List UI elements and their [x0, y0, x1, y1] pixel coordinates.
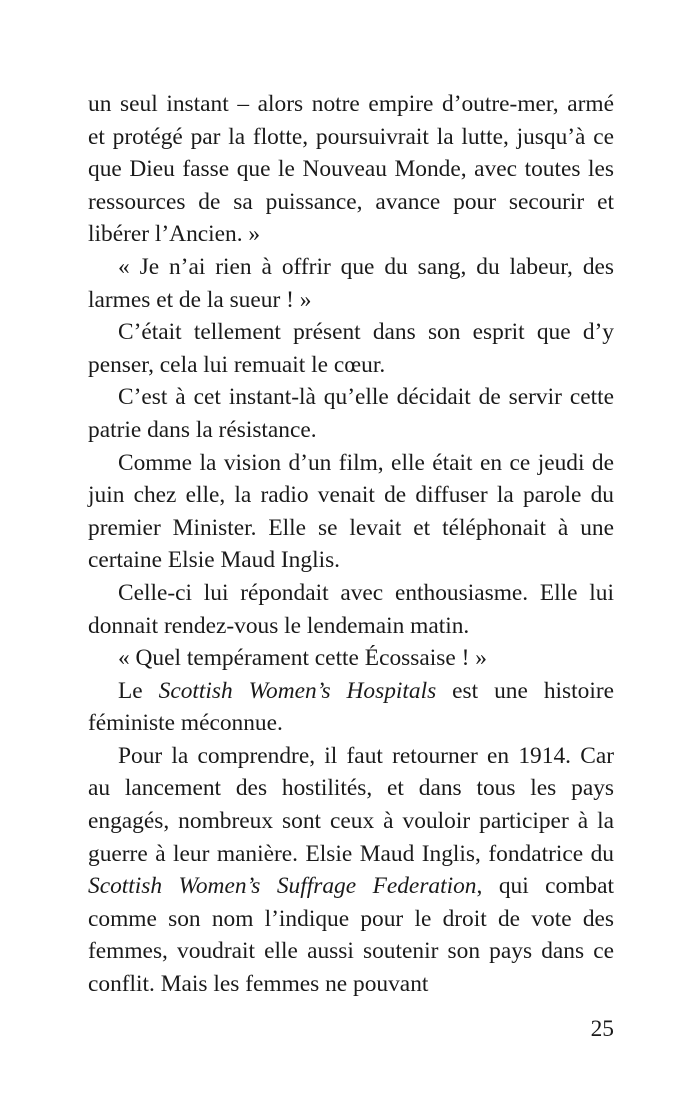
paragraph-1: un seul instant – alors notre empire d’outre-mer, armé et protégé par la flotte, poursuivrait la lutte, jusqu’à ce que Dieu fasse que le Nouveau Monde, avec toutes les ressources de sa puissance, avance pour secourir et libérer l’Ancien. »: [88, 91, 614, 248]
paragraph-9-text: Pour la comprendre, il faut retourner en 1914. Car au lancement des hostilités, et dans tous les pays engagés, nombreux sont ceux à vouloir participer à la guerre à leur manière. Elsie Maud Inglis, fondatrice du: [88, 742, 614, 867]
paragraph-5: Comme la vision d’un film, elle était en ce jeudi de juin chez elle, la radio venait de diffuser la parole du premier Minister. Elle se levait et téléphonait à une certaine Elsie Maud Inglis.: [88, 449, 614, 574]
body-text: [88, 88, 614, 1001]
federation-name-italic: Scottish Women’s Suffrage Federation: [88, 873, 477, 900]
paragraph-8-prefix: Le: [118, 677, 143, 704]
paragraph-9: [88, 740, 614, 1001]
paragraph-8: [88, 675, 614, 740]
paragraph-9-suffix: , qui combat comme son nom l’indique pour le droit de vote des femmes, voudrait elle aussi soutenir son pays dans ce conflit. Mais les femmes ne pouvant: [88, 873, 615, 998]
paragraph-6: Celle-ci lui répondait avec enthousiasme. Elle lui donnait rendez-vous le lendemain matin.: [88, 579, 614, 639]
paragraph-7: « Quel tempérament cette Écossaise ! »: [118, 645, 487, 672]
paragraph-3: C’était tellement présent dans son esprit que d’y penser, cela lui remuait le cœur.: [88, 319, 614, 378]
paragraph-2: « Je n’ai rien à offrir que du sang, du labeur, des larmes et de la sueur ! »: [88, 253, 614, 313]
page-number: 25: [590, 1016, 614, 1042]
hospital-name-italic: Scottish Women’s Hospitals: [158, 677, 437, 704]
paragraph-8-suffix: est une histoire féministe méconnue.: [88, 677, 614, 737]
paragraph-4: C’est à cet instant-là qu’elle décidait de servir cette patrie dans la résistance.: [88, 384, 614, 443]
